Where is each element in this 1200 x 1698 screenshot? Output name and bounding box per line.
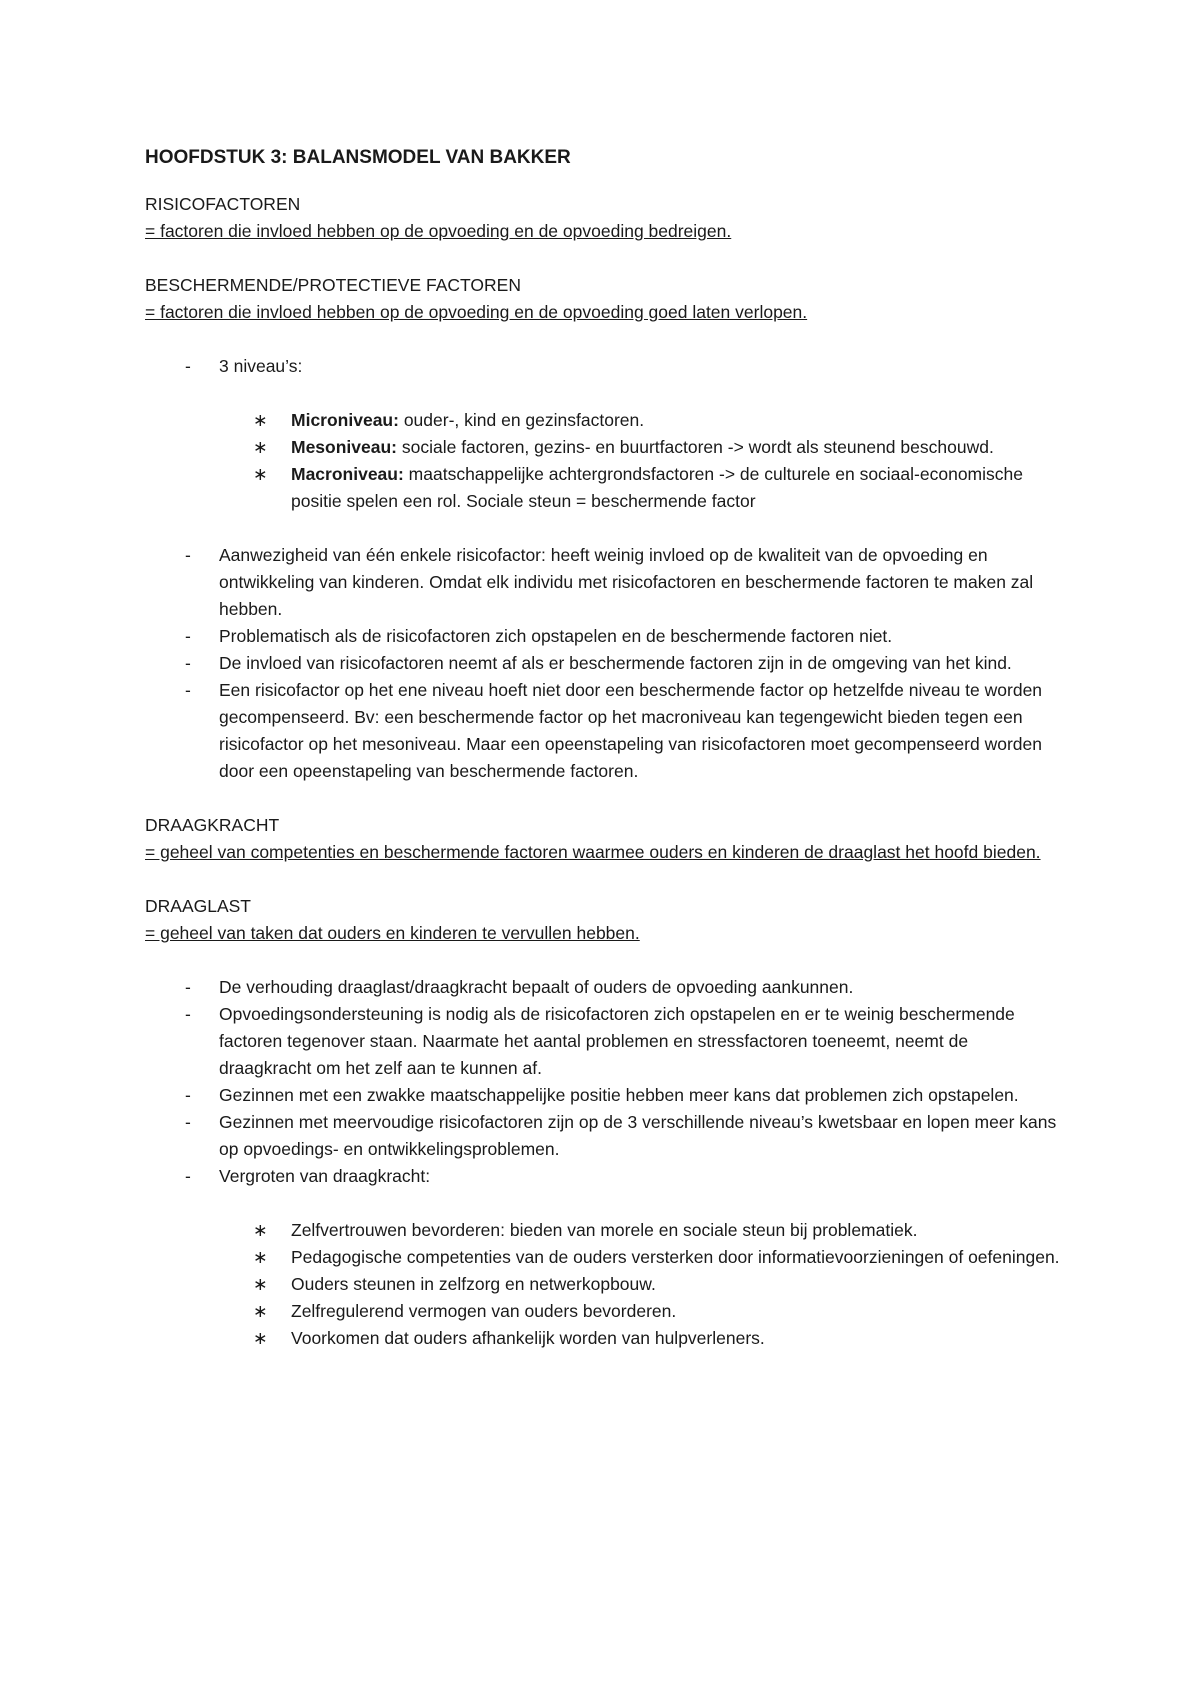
- sub-list-item: [145, 1271, 1065, 1298]
- dash-bullet: -: [185, 1085, 191, 1105]
- niveau-text: maatschappelijke achtergrondsfactoren -> de culturele en sociaal-economische positie spelen een rol. Sociale steun = beschermende factor: [291, 464, 1023, 511]
- list-item-text: Problematisch als de risicofactoren zich opstapelen en de beschermende factoren niet.: [219, 626, 893, 646]
- dash-bullet: -: [185, 680, 191, 700]
- list-item: [145, 1109, 1065, 1163]
- dash-bullet: -: [185, 1004, 191, 1024]
- list-item-text: De verhouding draaglast/draagkracht bepaalt of ouders de opvoeding aankunnen.: [219, 977, 854, 997]
- niveau-item: [145, 434, 1065, 461]
- star-bullet: ∗: [253, 1301, 268, 1321]
- sub-list-item: [145, 1298, 1065, 1325]
- list-item-text: Vergroten van draagkracht:: [219, 1166, 431, 1186]
- list-item-text: Aanwezigheid van één enkele risicofactor: heeft weinig invloed op de kwaliteit van de opvoeding en ontwikkeling van kinderen. Omdat elk individu met risicofactoren en beschermende factoren te maken zal hebben.: [219, 545, 1034, 619]
- dash-bullet: -: [185, 626, 191, 646]
- bescherm-definition: = factoren die invloed hebben op de opvoeding en de opvoeding goed laten verlopen.: [145, 302, 808, 322]
- list-item-text: Een risicofactor op het ene niveau hoeft niet door een beschermende factor op hetzelfde niveau te worden gecompenseerd. Bv: een beschermende factor op het macroniveau kan tegengewicht bieden tegen een risicofactor op het mesoniveau. Maar een opeenstapeling van risicofactoren moet gecompenseerd worden door een opeenstapeling van beschermende factoren.: [219, 680, 1043, 781]
- document-content: [145, 145, 1065, 1352]
- list-item: [145, 1163, 1065, 1190]
- bescherm-heading: BESCHERMENDE/PROTECTIEVE FACTOREN: [145, 275, 521, 295]
- sub-list-item: [145, 1325, 1065, 1352]
- dash-bullet: -: [185, 977, 191, 997]
- risico-heading: RISICOFACTOREN: [145, 194, 301, 214]
- niveaus-intro: 3 niveau’s:: [219, 356, 303, 376]
- sub-list-item-text: Ouders steunen in zelfzorg en netwerkopbouw.: [291, 1274, 656, 1294]
- star-bullet: ∗: [253, 410, 268, 430]
- star-bullet: ∗: [253, 1328, 268, 1348]
- dash-bullet: -: [185, 653, 191, 673]
- list-item: [145, 974, 1065, 1001]
- niveau-label: Macroniveau:: [291, 464, 404, 484]
- star-bullet: ∗: [253, 1274, 268, 1294]
- list-item: [145, 623, 1065, 650]
- star-bullet: ∗: [253, 1247, 268, 1267]
- sub-list-item: [145, 1244, 1065, 1271]
- niveau-item: [145, 407, 1065, 434]
- draagkracht-definition: = geheel van competenties en beschermende factoren waarmee ouders en kinderen de draaglast het hoofd bieden.: [145, 842, 1041, 862]
- draagkracht-heading: DRAAGKRACHT: [145, 815, 280, 835]
- dash-bullet: -: [185, 545, 191, 565]
- dash-bullet: -: [185, 1166, 191, 1186]
- niveaus-intro-item: [145, 353, 1065, 380]
- niveau-text: ouder-, kind en gezinsfactoren.: [398, 410, 645, 430]
- niveau-label: Microniveau:: [291, 410, 399, 430]
- niveau-item: [145, 461, 1065, 515]
- niveau-label: Mesoniveau:: [291, 437, 397, 457]
- star-bullet: ∗: [253, 464, 268, 484]
- risico-definition: = factoren die invloed hebben op de opvoeding en de opvoeding bedreigen.: [145, 221, 732, 241]
- sub-list-item-text: Zelfregulerend vermogen van ouders bevorderen.: [291, 1301, 677, 1321]
- list-item: [145, 650, 1065, 677]
- sub-list-item-text: Voorkomen dat ouders afhankelijk worden van hulpverleners.: [291, 1328, 765, 1348]
- list-item: [145, 677, 1065, 785]
- sub-list-item: [145, 1217, 1065, 1244]
- list-item-text: Gezinnen met een zwakke maatschappelijke positie hebben meer kans dat problemen zich opstapelen.: [219, 1085, 1019, 1105]
- list-item-text: Opvoedingsondersteuning is nodig als de risicofactoren zich opstapelen en er te weinig beschermende factoren tegenover staan. Naarmate het aantal problemen en stressfactoren toeneemt, neemt de draagkracht om het zelf aan te kunnen af.: [219, 1004, 1015, 1078]
- draaglast-definition: = geheel van taken dat ouders en kinderen te vervullen hebben.: [145, 923, 640, 943]
- sub-list-item-text: Pedagogische competenties van de ouders versterken door informatievoorzieningen of oefeningen.: [291, 1247, 1060, 1267]
- sub-list-item-text: Zelfvertrouwen bevorderen: bieden van morele en sociale steun bij problematiek.: [291, 1220, 918, 1240]
- list-item-text: De invloed van risicofactoren neemt af als er beschermende factoren zijn in de omgeving van het kind.: [219, 653, 1012, 673]
- dash-bullet: -: [185, 356, 191, 376]
- star-bullet: ∗: [253, 437, 268, 457]
- list-item: [145, 542, 1065, 623]
- chapter-title: HOOFDSTUK 3: BALANSMODEL VAN BAKKER: [145, 147, 571, 168]
- star-bullet: ∗: [253, 1220, 268, 1240]
- draaglast-heading: DRAAGLAST: [145, 896, 251, 916]
- list-item-text: Gezinnen met meervoudige risicofactoren zijn op de 3 verschillende niveau’s kwetsbaar en lopen meer kans op opvoedings- en ontwikkelingsproblemen.: [219, 1112, 1057, 1159]
- niveau-text: sociale factoren, gezins- en buurtfactoren -> wordt als steunend beschouwd.: [397, 437, 994, 457]
- dash-bullet: -: [185, 1112, 191, 1132]
- list-item: [145, 1082, 1065, 1109]
- list-item: [145, 1001, 1065, 1082]
